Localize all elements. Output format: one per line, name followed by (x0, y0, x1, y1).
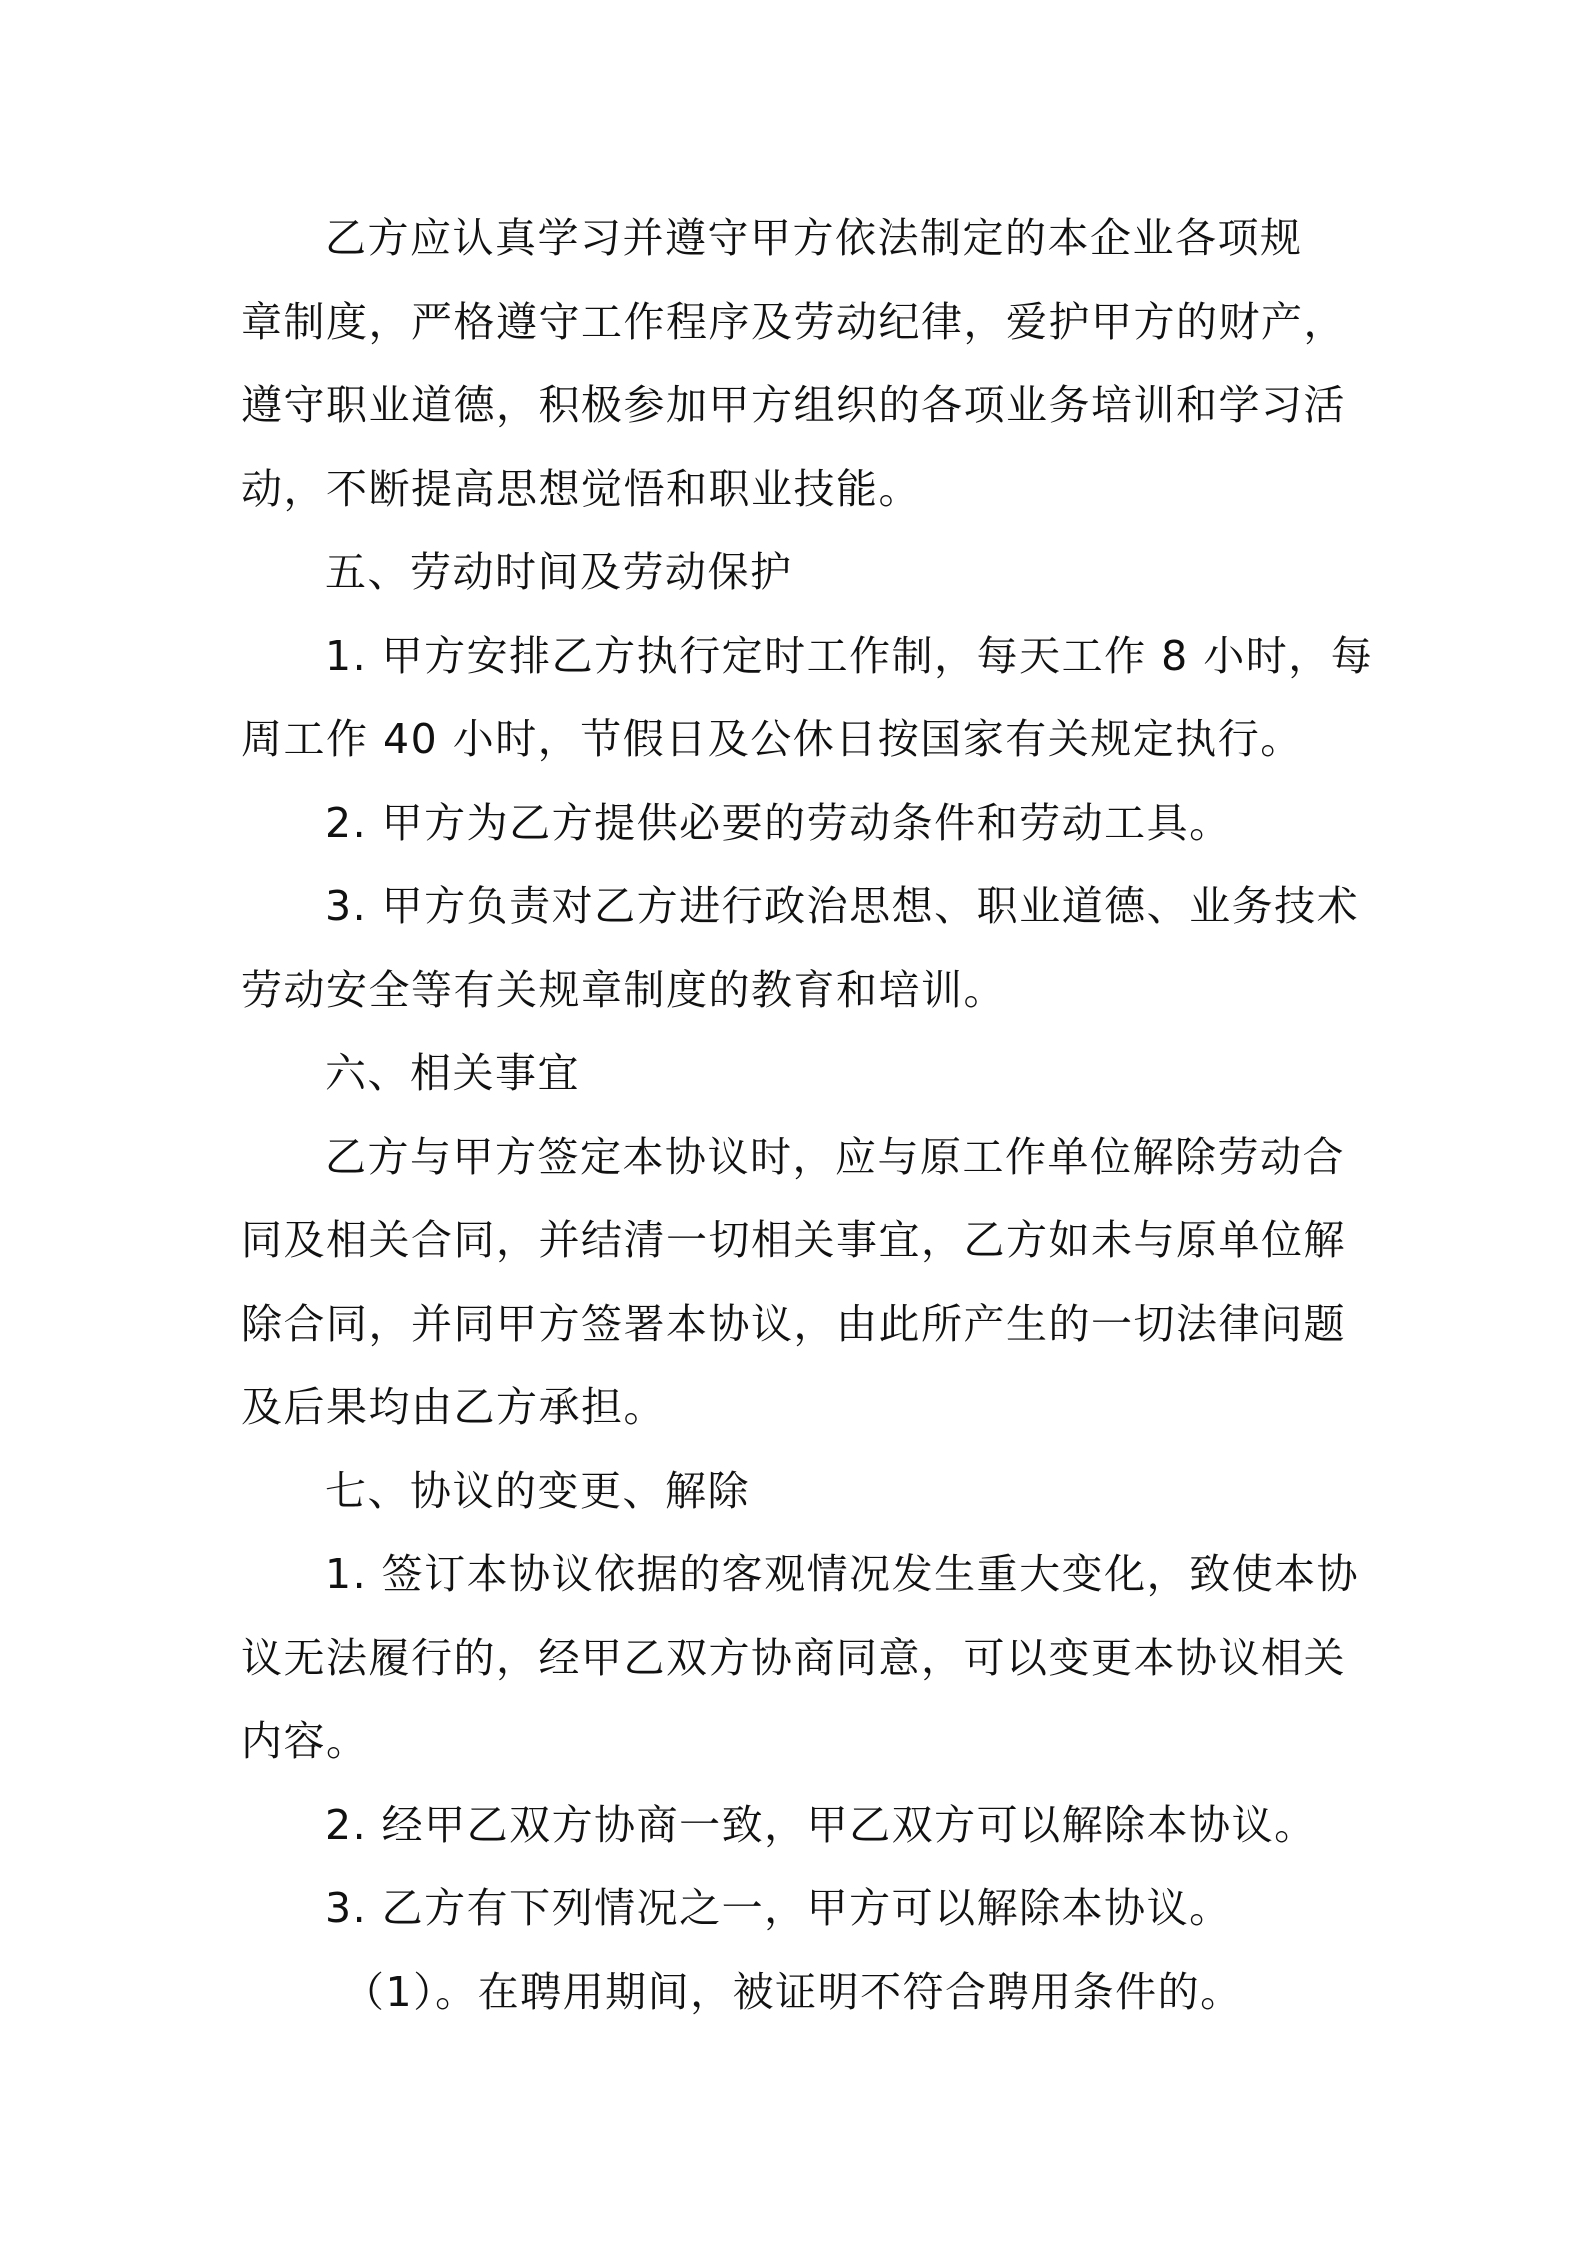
section-heading-related-matters: 六、相关事宜 (325, 1049, 580, 1097)
clause-7-1-line-2: 议无法履行的，经甲乙双方协商同意，可以变更本协议相关 (241, 1633, 1346, 1682)
paragraph-related-matters-line-1: 乙方与甲方签定本协议时，应与原工作单位解除劳动合 (325, 1132, 1345, 1181)
clause-5-3-line-2: 劳动安全等有关规章制度的教育和培训。 (241, 965, 1006, 1014)
section-heading-change-termination: 七、协议的变更、解除 (325, 1466, 750, 1515)
clause-5-3-line-1: 3. 甲方负责对乙方进行政治思想、职业道德、业务技术 (325, 882, 1360, 930)
paragraph-study-rules-line-3: 遵守职业道德，积极参加甲方组织的各项业务培训和学习活 (241, 381, 1346, 429)
paragraph-related-matters-line-4: 及后果均由乙方承担。 (241, 1383, 666, 1431)
paragraph-study-rules-line-2: 章制度，严格遵守工作程序及劳动纪律，爱护甲方的财产， (241, 297, 1346, 346)
contract-body-text (241, 197, 1374, 2034)
paragraph-study-rules-line-4: 动，不断提高思想觉悟和职业技能。 (241, 464, 921, 513)
clause-5-1-line-2: 周工作 40 小时，节假日及公休日按国家有关规定执行。 (241, 715, 1303, 763)
paragraph-related-matters-line-3: 除合同，并同甲方签署本协议，由此所产生的一切法律问题 (241, 1299, 1346, 1348)
clause-7-1-line-3: 内容。 (241, 1717, 369, 1765)
paragraph-study-rules-line-1: 乙方应认真学习并遵守甲方依法制定的本企业各项规 (325, 214, 1303, 262)
clause-7-2: 2. 经甲乙双方协商一致，甲乙双方可以解除本协议。 (325, 1800, 1317, 1849)
paragraph-related-matters-line-2: 同及相关合同，并结清一切相关事宜，乙方如未与原单位解 (241, 1216, 1346, 1264)
clause-7-1-line-1: 1. 签订本协议依据的客观情况发生重大变化，致使本协 (325, 1550, 1360, 1598)
clause-7-3: 3. 乙方有下列情况之一，甲方可以解除本协议。 (325, 1884, 1232, 1932)
clause-7-3-item-1: （1）。在聘用期间，被证明不符合聘用条件的。 (343, 1967, 1243, 2016)
clause-5-1-line-1: 1. 甲方安排乙方执行定时工作制，每天工作 8 小时，每 (325, 631, 1374, 680)
clause-5-2: 2. 甲方为乙方提供必要的劳动条件和劳动工具。 (325, 798, 1232, 847)
section-heading-working-hours: 五、劳动时间及劳动保护 (325, 548, 793, 596)
